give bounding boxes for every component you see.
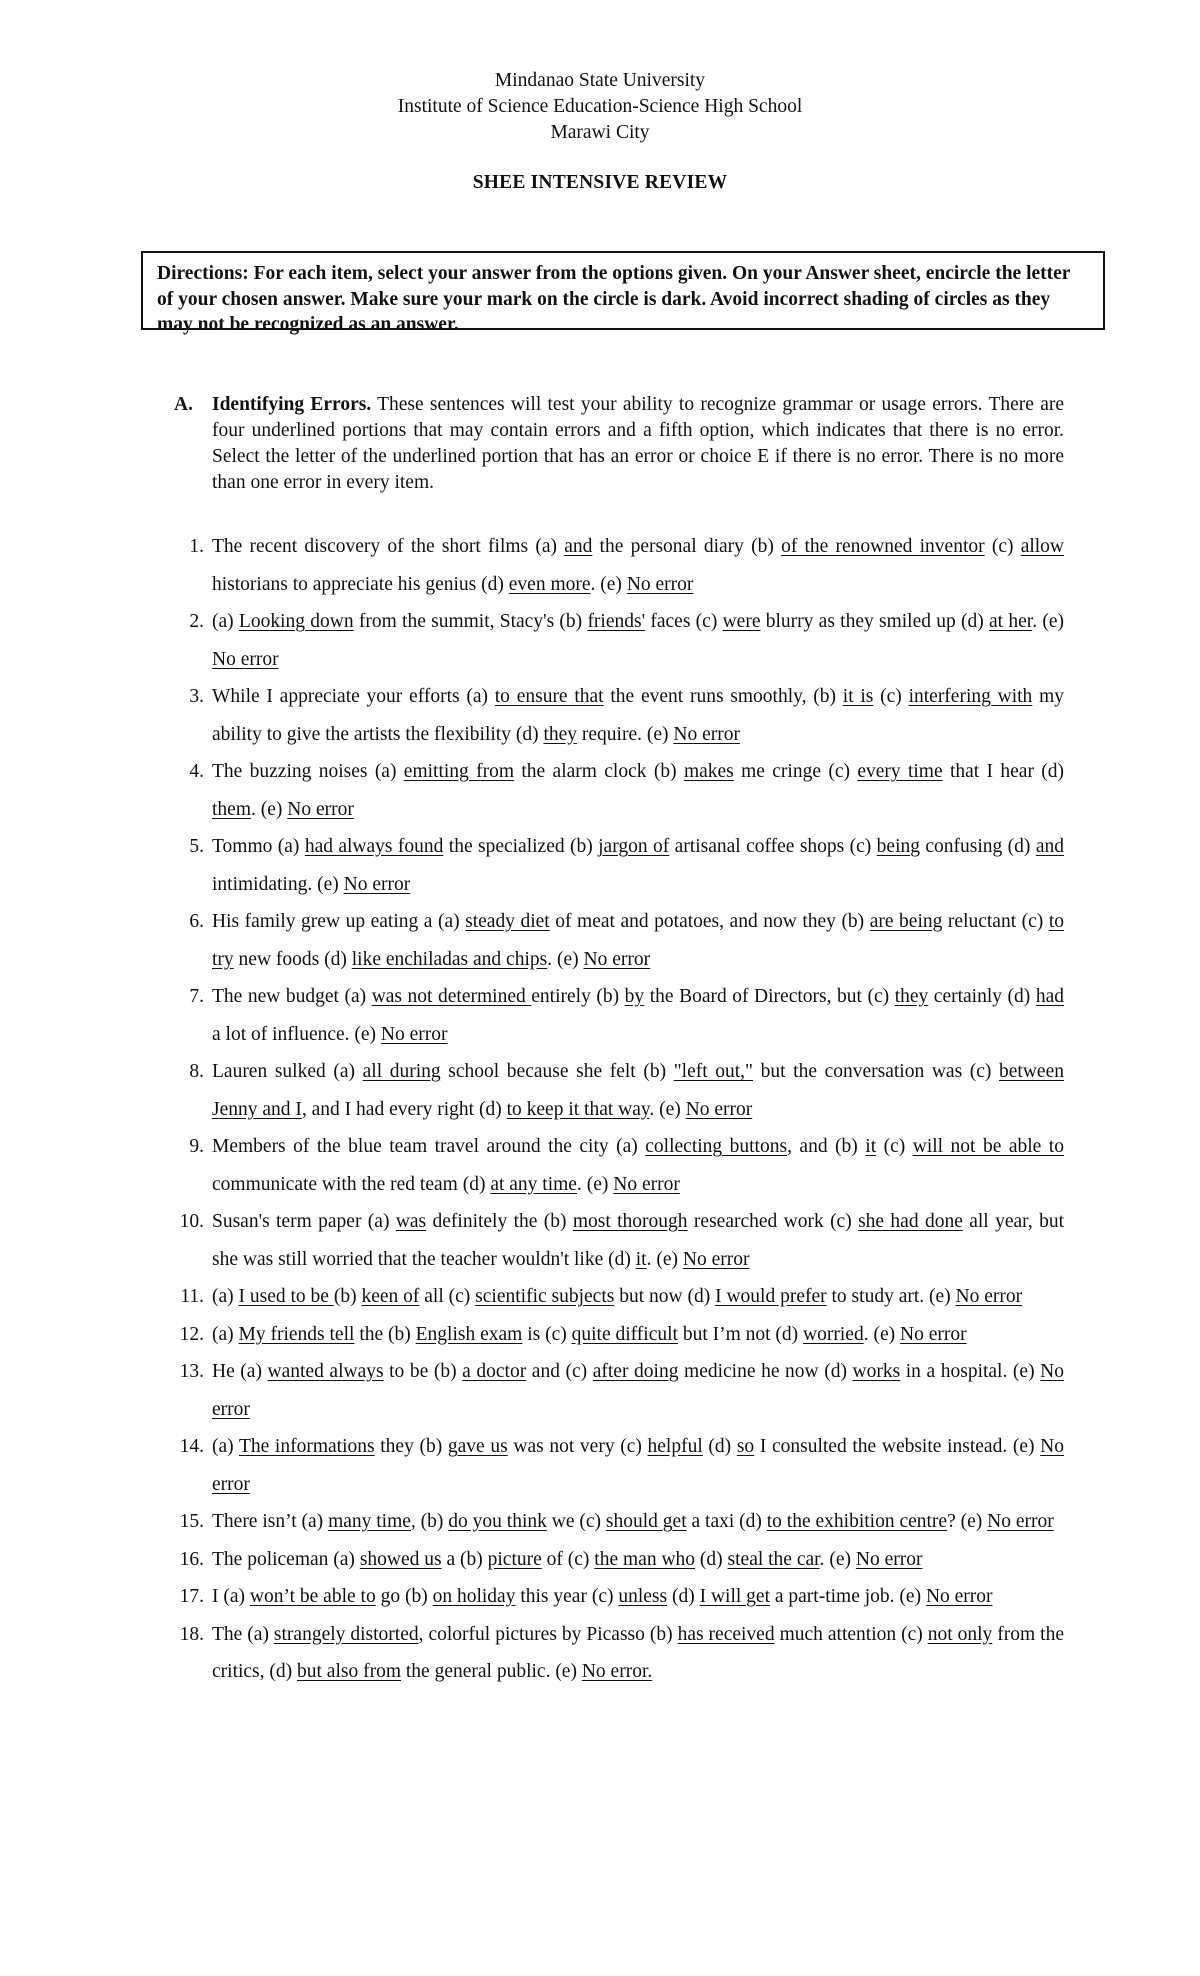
question-text	[212, 1428, 1064, 1503]
question-fragment: (d)	[667, 1586, 700, 1607]
question-text	[212, 1128, 1064, 1203]
question-fragment: much attention (c)	[774, 1623, 928, 1645]
underlined-option: had always found	[304, 836, 444, 857]
question-item	[174, 1428, 1064, 1503]
underlined-option: she had done	[858, 1211, 963, 1232]
question-fragment: (a)	[212, 611, 239, 632]
question-fragment: a part-time job. (e)	[770, 1586, 926, 1607]
question-fragment: a taxi (d)	[686, 1511, 767, 1532]
underlined-option: quite difficult	[571, 1323, 678, 1345]
question-item	[174, 1616, 1064, 1691]
underlined-option: will not be able to	[912, 1136, 1064, 1157]
underlined-option: I would prefer	[715, 1286, 827, 1307]
underlined-option: No error	[380, 1023, 448, 1045]
question-fragment: . (e)	[251, 798, 288, 820]
question-fragment: to study art. (e)	[826, 1286, 956, 1307]
underlined-option: and	[564, 536, 593, 557]
question-fragment: researched work (c)	[687, 1211, 859, 1232]
question-fragment: a (b)	[441, 1548, 488, 1570]
underlined-option: was	[395, 1211, 427, 1232]
underlined-option: I will get	[699, 1586, 770, 1607]
question-fragment: (a)	[212, 1323, 239, 1345]
question-item	[174, 678, 1064, 753]
question-fragment: . (e)	[649, 1098, 686, 1120]
question-number: 3.	[189, 686, 204, 707]
question-fragment: the event runs smoothly, (b)	[603, 686, 843, 707]
underlined-option: No error	[682, 1248, 750, 1270]
underlined-option: No error	[343, 873, 411, 895]
underlined-option: was not determined	[371, 986, 532, 1007]
question-fragment: . (e)	[547, 948, 584, 970]
question-fragment: . (e)	[819, 1548, 856, 1570]
underlined-option: No error.	[581, 1661, 653, 1682]
city-name: Marawi City	[550, 122, 650, 143]
underlined-option: should get	[605, 1511, 687, 1532]
section-text: These sentences will test your ability to recognize grammar or usage errors. There are four underlined portions that may contain errors and a fifth option, which indicates that there is no error. Select the letter of the underlined portion that has an error or choice E if there is no error. There is no more than one error in every item.	[212, 394, 1064, 493]
section-letter: A.	[174, 394, 193, 415]
question-text	[212, 978, 1064, 1053]
underlined-option: like enchiladas and chips	[351, 948, 548, 970]
underlined-option: "left out,"	[673, 1061, 753, 1082]
underlined-option: emitting from	[403, 761, 515, 782]
question-item	[174, 1316, 1064, 1354]
question-text	[212, 828, 1064, 903]
underlined-option: No error	[287, 798, 354, 820]
underlined-option: it	[865, 1136, 877, 1157]
question-item	[174, 753, 1064, 828]
underlined-option: all during	[362, 1061, 441, 1082]
question-number: 14.	[179, 1436, 204, 1457]
underlined-option: interfering with	[908, 686, 1033, 707]
question-item	[174, 1353, 1064, 1428]
question-fragment: the general public. (e)	[401, 1661, 582, 1682]
underlined-option: No error	[626, 573, 694, 595]
underlined-option: scientific subjects	[475, 1286, 615, 1307]
question-item	[174, 1503, 1064, 1541]
question-fragment: (c)	[984, 536, 1021, 557]
question-fragment: definitely the (b)	[426, 1211, 573, 1232]
question-fragment: certainly (d)	[928, 986, 1036, 1007]
question-fragment: in a hospital. (e)	[900, 1361, 1041, 1382]
question-fragment: He (a)	[212, 1361, 268, 1382]
question-item	[174, 978, 1064, 1053]
underlined-option: many time	[328, 1511, 411, 1532]
underlined-option: to ensure that	[494, 686, 604, 707]
question-number: 1.	[189, 536, 204, 557]
underlined-option: keen of	[361, 1286, 420, 1307]
question-number: 15.	[179, 1511, 204, 1532]
question-fragment: but the conversation was (c)	[753, 1061, 1000, 1082]
question-fragment: this year (c)	[515, 1586, 619, 1607]
question-fragment: a lot of influence. (e)	[212, 1023, 381, 1045]
underlined-option: even more	[508, 573, 591, 595]
underlined-option: works	[852, 1361, 901, 1382]
underlined-option: collecting buttons	[645, 1136, 788, 1157]
underlined-option: English exam	[415, 1323, 523, 1345]
question-fragment: all (c)	[419, 1286, 476, 1307]
question-text	[212, 678, 1064, 753]
question-fragment: (a)	[212, 1286, 239, 1307]
question-text	[212, 903, 1064, 978]
question-fragment: to be (b)	[383, 1361, 463, 1382]
underlined-option: No error	[955, 1286, 1023, 1307]
section-identifying-errors	[174, 392, 1064, 496]
underlined-option: worried	[803, 1323, 864, 1345]
underlined-option: by	[624, 986, 645, 1007]
section-heading: Identifying Errors.	[212, 394, 372, 415]
question-fragment: While I appreciate your efforts (a)	[212, 686, 495, 707]
question-fragment: of meat and potatoes, and now they (b)	[549, 911, 870, 932]
question-fragment: , and (b)	[787, 1136, 866, 1157]
underlined-option: it	[635, 1248, 647, 1270]
underlined-option: most thorough	[572, 1211, 688, 1232]
question-fragment: the Board of Directors, but (c)	[644, 986, 895, 1007]
school-header	[0, 68, 1200, 146]
question-fragment: from the summit, Stacy's (b)	[353, 611, 588, 632]
question-fragment: medicine he now (d)	[678, 1361, 853, 1382]
page-title: SHEE INTENSIVE REVIEW	[472, 172, 728, 193]
underlined-option: has received	[677, 1623, 775, 1645]
question-fragment: ? (e)	[947, 1511, 988, 1532]
question-fragment: blurry as they smiled up (d)	[760, 611, 990, 632]
question-fragment: we (c)	[546, 1511, 606, 1532]
question-fragment: (a)	[212, 1436, 239, 1457]
underlined-option: at her	[989, 611, 1033, 632]
question-number: 18.	[179, 1623, 204, 1645]
underlined-option: being	[876, 836, 920, 857]
question-text	[212, 1503, 1064, 1541]
question-text	[212, 1353, 1064, 1428]
question-item	[174, 603, 1064, 678]
question-number: 12.	[179, 1323, 204, 1345]
underlined-option: I used to be	[238, 1286, 334, 1307]
institute-name: Institute of Science Education-Science High School	[397, 96, 803, 117]
question-fragment: confusing (d)	[920, 836, 1036, 857]
question-list	[174, 528, 1064, 1691]
question-number: 16.	[179, 1548, 204, 1570]
underlined-option: to keep it that way	[506, 1098, 650, 1120]
question-fragment: school because she felt (b)	[440, 1061, 674, 1082]
question-fragment: . (e)	[863, 1323, 900, 1345]
section-instructions	[212, 392, 1064, 496]
question-item	[174, 1541, 1064, 1579]
question-text	[212, 1316, 1064, 1354]
question-fragment: was not very (c)	[507, 1436, 648, 1457]
question-fragment: that I hear (d)	[942, 761, 1065, 782]
question-fragment: I consulted the website instead. (e)	[754, 1436, 1041, 1457]
underlined-option: after doing	[592, 1361, 679, 1382]
question-number: 6.	[189, 911, 204, 932]
underlined-option: to the exhibition centre	[766, 1511, 948, 1532]
question-fragment: the (b)	[354, 1323, 416, 1345]
question-fragment: (c)	[873, 686, 909, 707]
question-fragment: The policeman (a)	[212, 1548, 360, 1570]
question-fragment: communicate with the red team (d)	[212, 1173, 491, 1195]
underlined-option: helpful	[647, 1436, 703, 1457]
question-fragment: they (b)	[374, 1436, 448, 1457]
question-text	[212, 1053, 1064, 1128]
question-item	[174, 828, 1064, 903]
question-fragment: me cringe (c)	[733, 761, 858, 782]
underlined-option: do you think	[448, 1511, 547, 1532]
underlined-option: No error	[855, 1548, 923, 1570]
underlined-option: every time	[857, 761, 943, 782]
question-fragment: There isn’t (a)	[212, 1511, 329, 1532]
question-fragment: of (c)	[541, 1548, 595, 1570]
underlined-option: a doctor	[462, 1361, 527, 1382]
question-fragment: (d)	[695, 1548, 728, 1570]
question-fragment: faces (c)	[645, 611, 723, 632]
question-number: 9.	[189, 1136, 204, 1157]
underlined-option: between Jenny and I	[212, 1061, 1064, 1120]
question-fragment: artisanal coffee shops (c)	[669, 836, 877, 857]
underlined-option: the man who	[594, 1548, 696, 1570]
question-fragment: go (b)	[375, 1586, 433, 1607]
underlined-option: showed us	[359, 1548, 442, 1570]
underlined-option: No error	[685, 1098, 753, 1120]
underlined-option: they	[543, 723, 578, 745]
question-text	[212, 1203, 1064, 1278]
underlined-option: picture	[487, 1548, 542, 1570]
underlined-option: at any time	[490, 1173, 577, 1195]
question-fragment: the specialized (b)	[443, 836, 599, 857]
question-fragment: , colorful pictures by Picasso (b)	[418, 1623, 678, 1645]
question-fragment: I (a)	[212, 1586, 250, 1607]
underlined-option: them	[212, 798, 251, 820]
question-text	[212, 603, 1064, 678]
question-fragment: entirely (b)	[531, 986, 625, 1007]
question-fragment: new foods (d)	[233, 948, 352, 970]
question-fragment: The (a)	[212, 1623, 274, 1645]
underlined-option: gave us	[447, 1436, 508, 1457]
question-text	[212, 1541, 1064, 1579]
underlined-option: had	[1035, 986, 1064, 1007]
question-fragment: my ability to give the artists the flexibility (d)	[212, 686, 1064, 745]
question-number: 4.	[189, 761, 204, 782]
question-item	[174, 1578, 1064, 1616]
underlined-option: and	[1035, 836, 1064, 857]
question-fragment: historians to appreciate his genius (d)	[212, 573, 509, 595]
question-fragment: but now (d)	[614, 1286, 716, 1307]
question-fragment: (b)	[333, 1286, 362, 1307]
question-number: 8.	[189, 1061, 204, 1082]
question-fragment: (d)	[702, 1436, 737, 1457]
question-fragment: the alarm clock (b)	[514, 761, 684, 782]
underlined-option: strangely distorted	[273, 1623, 419, 1645]
underlined-option: but also from	[297, 1661, 401, 1682]
question-number: 13.	[179, 1361, 204, 1382]
underlined-option: No error	[613, 1173, 680, 1195]
question-item	[174, 1053, 1064, 1128]
underlined-option: to try	[212, 911, 1065, 970]
question-fragment: , and I had every right (d)	[301, 1098, 507, 1120]
underlined-option: it is	[842, 686, 874, 707]
underlined-option: No error	[899, 1323, 967, 1345]
question-text	[212, 528, 1064, 603]
question-fragment: The new budget (a)	[212, 986, 372, 1007]
question-item	[174, 1203, 1064, 1278]
question-item	[174, 1128, 1064, 1203]
question-number: 10.	[179, 1211, 204, 1232]
question-number: 7.	[189, 986, 204, 1007]
question-fragment: from the critics, (d)	[212, 1623, 1064, 1682]
underlined-option: friends'	[587, 611, 646, 632]
underlined-option: No error	[212, 1361, 1064, 1420]
question-number: 2.	[189, 611, 204, 632]
underlined-option: No error	[987, 1511, 1054, 1532]
question-fragment: Members of the blue team travel around the city (a)	[212, 1136, 646, 1157]
underlined-option: No error	[583, 948, 651, 970]
question-fragment: (c)	[876, 1136, 913, 1157]
question-fragment: all year, but she was still worried that the teacher wouldn't like (d)	[212, 1211, 1064, 1270]
underlined-option: No error	[673, 723, 740, 745]
question-text	[212, 1578, 1064, 1616]
underlined-option: unless	[618, 1586, 668, 1607]
underlined-option: were	[722, 611, 761, 632]
question-fragment: Susan's term paper (a)	[212, 1211, 396, 1232]
question-fragment: The recent discovery of the short films (a)	[212, 536, 565, 557]
underlined-option: jargon of	[598, 836, 670, 857]
directions-box	[141, 251, 1105, 335]
question-fragment: require. (e)	[577, 723, 674, 745]
question-fragment: reluctant (c)	[942, 911, 1049, 932]
question-fragment: His family grew up eating a (a)	[212, 911, 466, 932]
underlined-option: wanted always	[267, 1361, 384, 1382]
underlined-option: steady diet	[465, 911, 550, 932]
question-number: 5.	[189, 836, 204, 857]
underlined-option: steal the car	[727, 1548, 820, 1570]
question-fragment: and (c)	[526, 1361, 593, 1382]
underlined-option: on holiday	[432, 1586, 516, 1607]
question-fragment: but I’m not (d)	[677, 1323, 804, 1345]
question-fragment: . (e)	[576, 1173, 614, 1195]
question-item	[174, 528, 1064, 603]
underlined-option: No error	[925, 1586, 993, 1607]
underlined-option: are being	[869, 911, 943, 932]
question-item	[174, 903, 1064, 978]
question-fragment: is (c)	[522, 1323, 572, 1345]
question-text	[212, 1616, 1064, 1691]
question-fragment: . (e)	[646, 1248, 683, 1270]
question-fragment: The buzzing noises (a)	[212, 761, 404, 782]
question-number: 11.	[180, 1286, 204, 1307]
question-fragment: intimidating. (e)	[212, 873, 344, 895]
underlined-option: The informations	[238, 1436, 375, 1457]
underlined-option: allow	[1020, 536, 1065, 557]
underlined-option: makes	[683, 761, 734, 782]
question-fragment: , (b)	[410, 1511, 449, 1532]
question-number: 17.	[179, 1586, 204, 1607]
question-text	[212, 1278, 1064, 1316]
underlined-option: won’t be able to	[249, 1586, 376, 1607]
underlined-option: No error	[212, 648, 279, 670]
directions-text: Directions: For each item, select your answer from the options given. On your Answer sheet, encircle the letter of your chosen answer. Make sure your mark on the circle is dark. Avoid incorrect shading of circles as they may not be recognized as an answer.	[157, 263, 1071, 335]
question-fragment: Tommo (a)	[212, 836, 305, 857]
question-fragment: . (e)	[590, 573, 627, 595]
question-item	[174, 1278, 1064, 1316]
question-fragment: the personal diary (b)	[592, 536, 782, 557]
question-fragment: . (e)	[1032, 611, 1064, 632]
university-name: Mindanao State University	[494, 70, 706, 91]
underlined-option: not only	[927, 1623, 993, 1645]
underlined-option: so	[736, 1436, 755, 1457]
question-fragment: Lauren sulked (a)	[212, 1061, 363, 1082]
underlined-option: No error	[212, 1436, 1064, 1495]
underlined-option: Looking down	[238, 611, 354, 632]
underlined-option: of the renowned inventor	[781, 536, 985, 557]
question-text	[212, 753, 1064, 828]
underlined-option: My friends tell	[238, 1323, 355, 1345]
underlined-option: they	[894, 986, 929, 1007]
